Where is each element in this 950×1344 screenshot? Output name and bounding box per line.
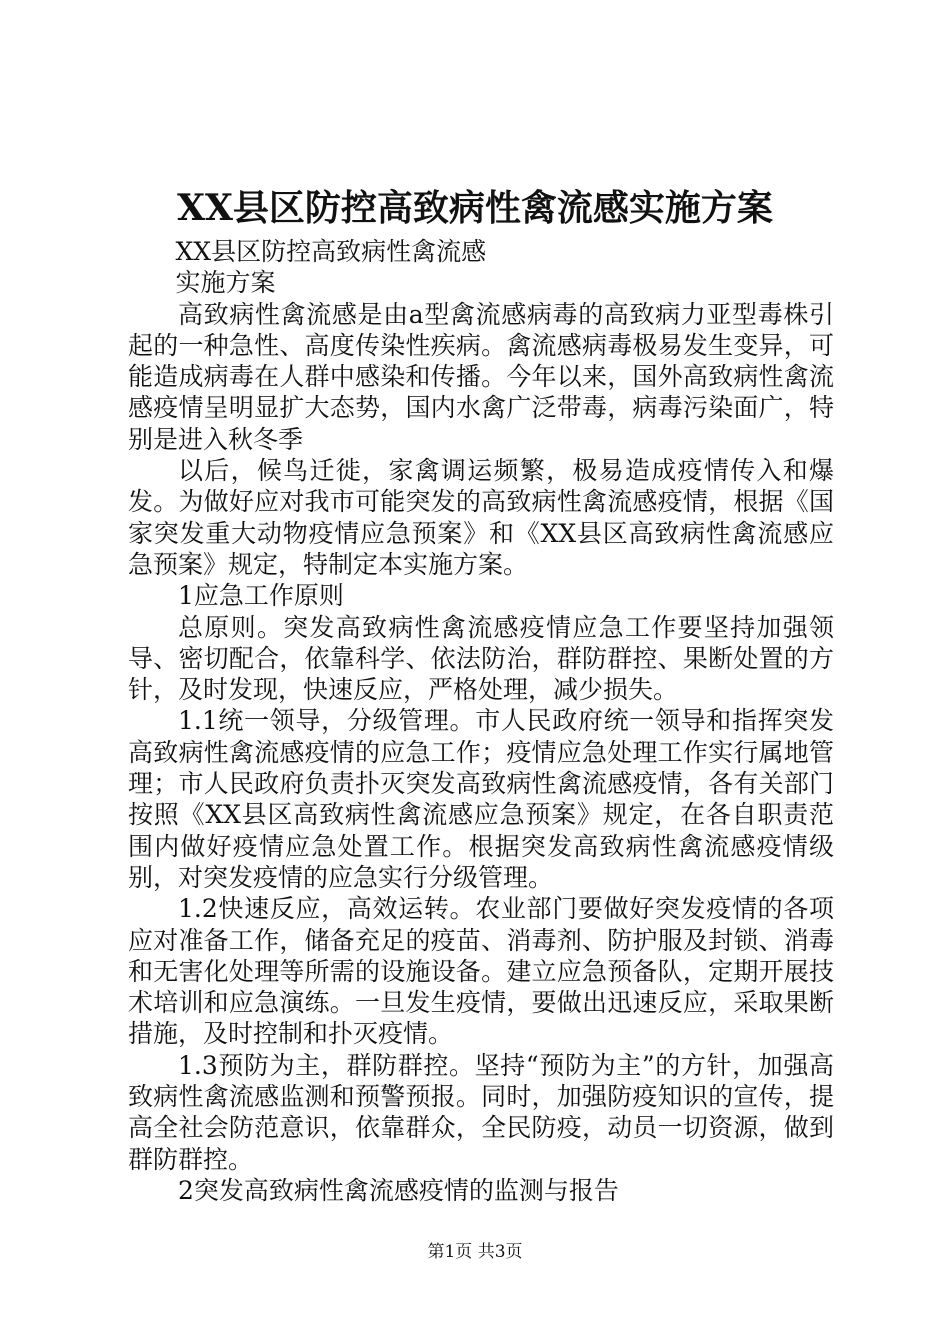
page-footer: 第1页 共3页 [427, 1242, 523, 1262]
paragraph-subtitle-line-1: XX县区防控高致病性禽流感 [175, 237, 487, 266]
paragraph-general-principle: 总原则。突发高致病性禽流感疫情应急工作要坚持加强领导、密切配合，依靠科学、依法防治，群防群控、果断处置的方针，及时发现，快速反应，严格处理，减少损失。 [128, 612, 834, 705]
paragraph-1-3: 1.3预防为主，群防群控。坚持“预防为主”的方针，加强高致病性禽流感监测和预警预报。同时，加强防疫知识的宣传，提高全社会防范意识，依靠群众，全民防疫，动员一切资源，做到群防群控。 [128, 1050, 834, 1174]
section-heading-2: 2突发高致病性禽流感疫情的监测与报告 [178, 1175, 619, 1205]
document-title: XX县区防控高致病性禽流感实施方案 [177, 187, 773, 229]
paragraph-subtitle-line-2: 实施方案 [175, 268, 276, 298]
paragraph-1-1: 1.1统一领导，分级管理。市人民政府统一领导和指挥突发高致病性禽流感疫情的应急工作；疫情应急处理工作实行属地管理；市人民政府负责扑灭突发高致病性禽流感疫情，各有关部门按照《XX县区高致病性禽流感应急预案》规定，在各自职责范围内做好疫情应急处置工作。根据突发高致病性禽流感疫情级别，对突发疫情的应急实行分级管理。 [128, 706, 834, 892]
paragraph-intro-continued: 以后，候鸟迁徙，家禽调运频繁，极易造成疫情传入和爆发。为做好应对我市可能突发的高致病性禽流感疫情，根据《国家突发重大动物疫情应急预案》和《XX县区高致病性禽流感应急预案》规定，特制定本实施方案。 [128, 456, 834, 579]
document-body [128, 236, 834, 1206]
paragraph-1-2: 1.2快速反应，高效运转。农业部门要做好突发疫情的各项应对准备工作，储备充足的疫苗、消毒剂、防护服及封锁、消毒和无害化处理等所需的设施设备。建立应急预备队，定期开展技术培训和应急演练。一旦发生疫情，要做出迅速反应，采取果断措施，及时控制和扑灭疫情。 [128, 894, 834, 1049]
paragraph-intro: 高致病性禽流感是由a型禽流感病毒的高致病力亚型毒株引起的一种急性、高度传染性疾病。禽流感病毒极易发生变异，可能造成病毒在人群中感染和传播。今年以来，国外高致病性禽流感疫情呈明显扩大态势，国内水禽广泛带毒，病毒污染面广，特别是进入秋冬季 [128, 299, 834, 454]
section-heading-1: 1应急工作原则 [178, 581, 344, 611]
